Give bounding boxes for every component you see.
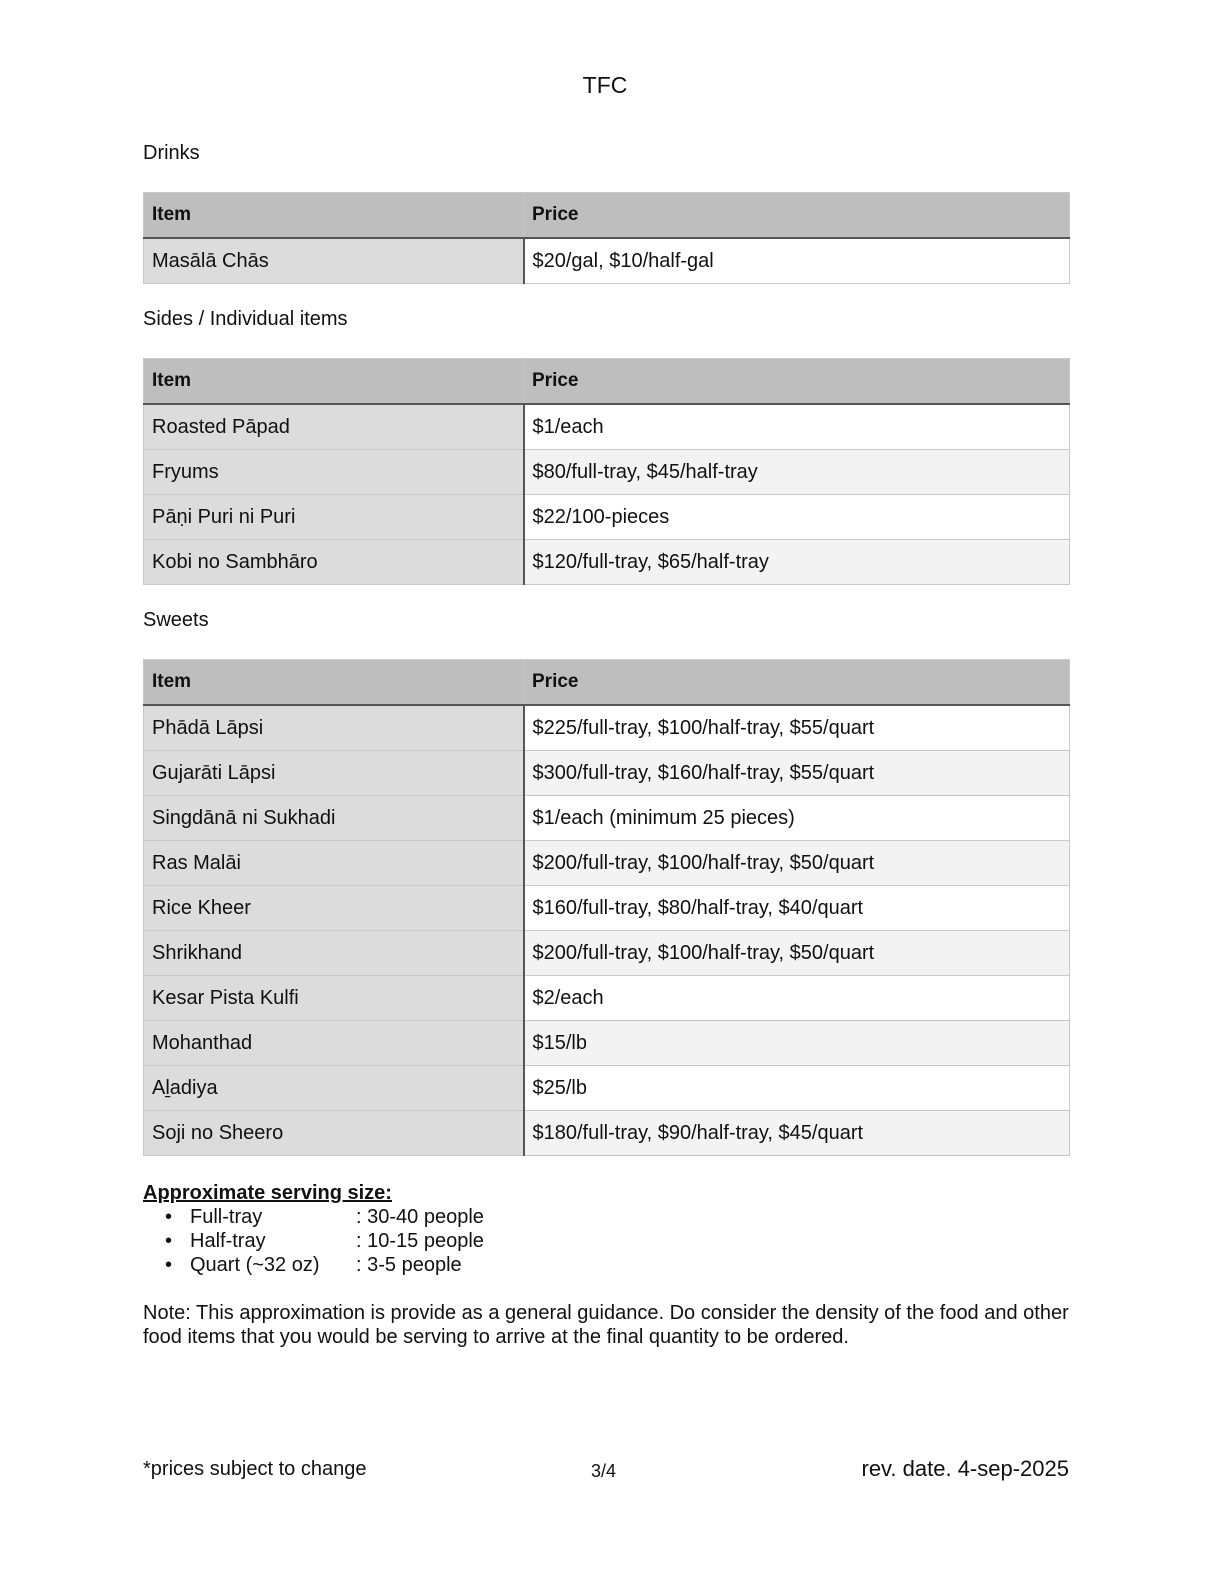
price-cell: $160/full-tray, $80/half-tray, $40/quart (524, 886, 1070, 931)
table-row (144, 1111, 1070, 1156)
price-cell: $225/full-tray, $100/half-tray, $55/quart (524, 705, 1070, 751)
item-cell: Aḻadiya (144, 1066, 524, 1111)
table-row (144, 796, 1070, 841)
price-cell: $80/full-tray, $45/half-tray (524, 450, 1070, 495)
table-header-row (144, 359, 1070, 405)
price-cell: $300/full-tray, $160/half-tray, $55/quart (524, 751, 1070, 796)
item-cell: Soji no Sheero (144, 1111, 524, 1156)
column-header-item: Item (144, 193, 524, 239)
item-cell: Singdānā ni Sukhadi (144, 796, 524, 841)
item-cell: Masālā Chās (144, 238, 524, 284)
price-cell: $120/full-tray, $65/half-tray (524, 540, 1070, 585)
drinks-table (143, 192, 1070, 284)
price-cell: $20/gal, $10/half-gal (524, 238, 1070, 284)
price-cell: $15/lb (524, 1021, 1070, 1066)
item-cell: Phādā Lāpsi (144, 705, 524, 751)
table-row (144, 751, 1070, 796)
price-cell: $180/full-tray, $90/half-tray, $45/quart (524, 1111, 1070, 1156)
table-row (144, 495, 1070, 540)
price-cell: $25/lb (524, 1066, 1070, 1111)
table-header-row (144, 660, 1070, 706)
column-header-item: Item (144, 660, 524, 706)
table-header-row (144, 193, 1070, 239)
serving-label: Half-tray (190, 1230, 266, 1252)
table-row (144, 841, 1070, 886)
item-cell: Mohanthad (144, 1021, 524, 1066)
item-cell: Gujarāti Lāpsi (144, 751, 524, 796)
revision-date: rev. date. 4-sep-2025 (861, 1456, 1069, 1481)
item-cell: Fryums (144, 450, 524, 495)
section-heading-sides: Sides / Individual items (143, 308, 348, 330)
serving-value: : 30-40 people (356, 1206, 484, 1228)
item-cell: Rice Kheer (144, 886, 524, 931)
item-cell: Kesar Pista Kulfi (144, 976, 524, 1021)
table-row (144, 931, 1070, 976)
serving-label: Quart (~32 oz) (190, 1254, 320, 1276)
price-cell: $2/each (524, 976, 1070, 1021)
sides-table (143, 358, 1070, 585)
table-row (144, 238, 1070, 284)
table-row (144, 1021, 1070, 1066)
bullet-icon: • (165, 1254, 173, 1276)
sweets-table (143, 659, 1070, 1156)
serving-value: : 3-5 people (356, 1254, 462, 1276)
item-cell: Shrikhand (144, 931, 524, 976)
page-title: TFC (582, 72, 628, 98)
item-cell: Kobi no Sambhāro (144, 540, 524, 585)
section-heading-sweets: Sweets (143, 609, 209, 631)
table-row (144, 540, 1070, 585)
table-row (144, 976, 1070, 1021)
column-header-price: Price (524, 660, 1070, 706)
price-cell: $22/100-pieces (524, 495, 1070, 540)
list-item (165, 1229, 484, 1253)
table-row (144, 886, 1070, 931)
price-cell: $1/each (minimum 25 pieces) (524, 796, 1070, 841)
serving-size-section (143, 1181, 484, 1277)
item-cell: Roasted Pāpad (144, 404, 524, 450)
price-cell: $200/full-tray, $100/half-tray, $50/quart (524, 931, 1070, 976)
table-row (144, 404, 1070, 450)
serving-value: : 10-15 people (356, 1230, 484, 1252)
serving-size-list (143, 1205, 484, 1277)
section-heading-drinks: Drinks (143, 142, 200, 164)
item-cell: Ras Malāi (144, 841, 524, 886)
column-header-price: Price (524, 359, 1070, 405)
column-header-price: Price (524, 193, 1070, 239)
table-row (144, 450, 1070, 495)
table-row (144, 705, 1070, 751)
column-header-item: Item (144, 359, 524, 405)
footer-disclaimer: *prices subject to change (143, 1458, 367, 1480)
list-item (165, 1253, 484, 1277)
bullet-icon: • (165, 1230, 173, 1252)
table-row (144, 1066, 1070, 1111)
bullet-icon: • (165, 1206, 173, 1228)
item-cell: Pāṇi Puri ni Puri (144, 495, 524, 540)
price-cell: $200/full-tray, $100/half-tray, $50/quart (524, 841, 1070, 886)
serving-size-title: Approximate serving size: (143, 1182, 392, 1204)
serving-label: Full-tray (190, 1206, 263, 1228)
price-cell: $1/each (524, 404, 1070, 450)
guidance-note: Note: This approximation is provide as a general guidance. Do consider the density of the food and other food items that you would be serving to arrive at the final quantity to be ordered. (143, 1302, 1069, 1348)
page-number: 3/4 (591, 1461, 617, 1481)
list-item (165, 1205, 484, 1229)
